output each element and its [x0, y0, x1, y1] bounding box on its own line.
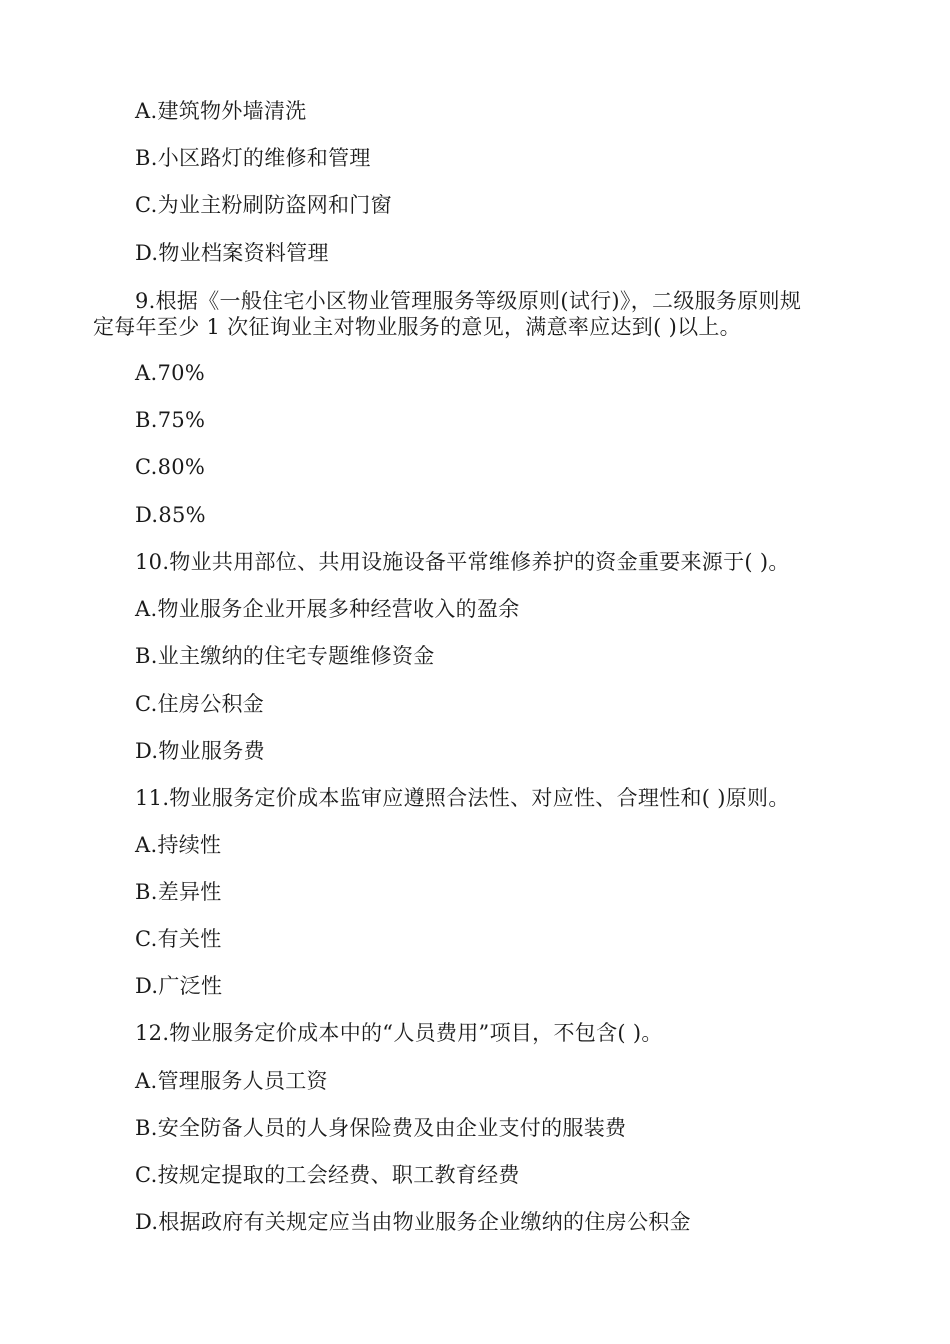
q10-option-a: A.物业服务企业开展多种经营收入的盈余: [135, 597, 520, 621]
q12-option-a: A.管理服务人员工资: [135, 1069, 328, 1093]
q9-option-c: C.80%: [135, 455, 206, 479]
q10-option-c: C.住房公积金: [135, 692, 265, 716]
q8-option-b: B.小区路灯的维修和管理: [135, 146, 371, 170]
q11-option-c: C.有关性: [135, 927, 222, 951]
q10-option-d: D.物业服务费: [135, 739, 265, 763]
q9-option-d: D.85%: [135, 503, 206, 527]
q12-option-d: D.根据政府有关规定应当由物业服务企业缴纳的住房公积金: [135, 1210, 691, 1234]
q11-option-a: A.持续性: [135, 833, 222, 857]
q9-option-b: B.75%: [135, 408, 206, 432]
q12-option-c: C.按规定提取的工会经费、职工教育经费: [135, 1163, 520, 1187]
q11-option-b: B.差异性: [135, 880, 222, 904]
q9-stem: [93, 288, 863, 340]
q12-option-b: B.安全防备人员的人身保险费及由企业支付的服装费: [135, 1116, 627, 1140]
q8-option-d: D.物业档案资料管理: [135, 241, 329, 265]
q10-option-b: B.业主缴纳的住宅专题维修资金: [135, 644, 435, 668]
q11-option-d: D.广泛性: [135, 974, 223, 998]
q10-stem: 10.物业共用部位、共用设施设备平常维修养护的资金重要来源于( )。: [135, 550, 790, 574]
q9-option-a: A.70%: [135, 361, 206, 385]
q9-stem-line1: 9.根据《一般住宅小区物业管理服务等级原则(试行)》，二级服务原则规: [135, 289, 802, 313]
q11-stem: 11.物业服务定价成本监审应遵照合法性、对应性、合理性和( )原则。: [135, 786, 790, 810]
q9-stem-line2: 定每年至少 1 次征询业主对物业服务的意见，满意率应达到( )以上。: [93, 315, 741, 339]
q12-stem: 12.物业服务定价成本中的“人员费用”项目，不包含( )。: [135, 1021, 663, 1045]
q8-option-a: A.建筑物外墙清洗: [135, 99, 307, 123]
q8-option-c: C.为业主粉刷防盗网和门窗: [135, 193, 392, 217]
